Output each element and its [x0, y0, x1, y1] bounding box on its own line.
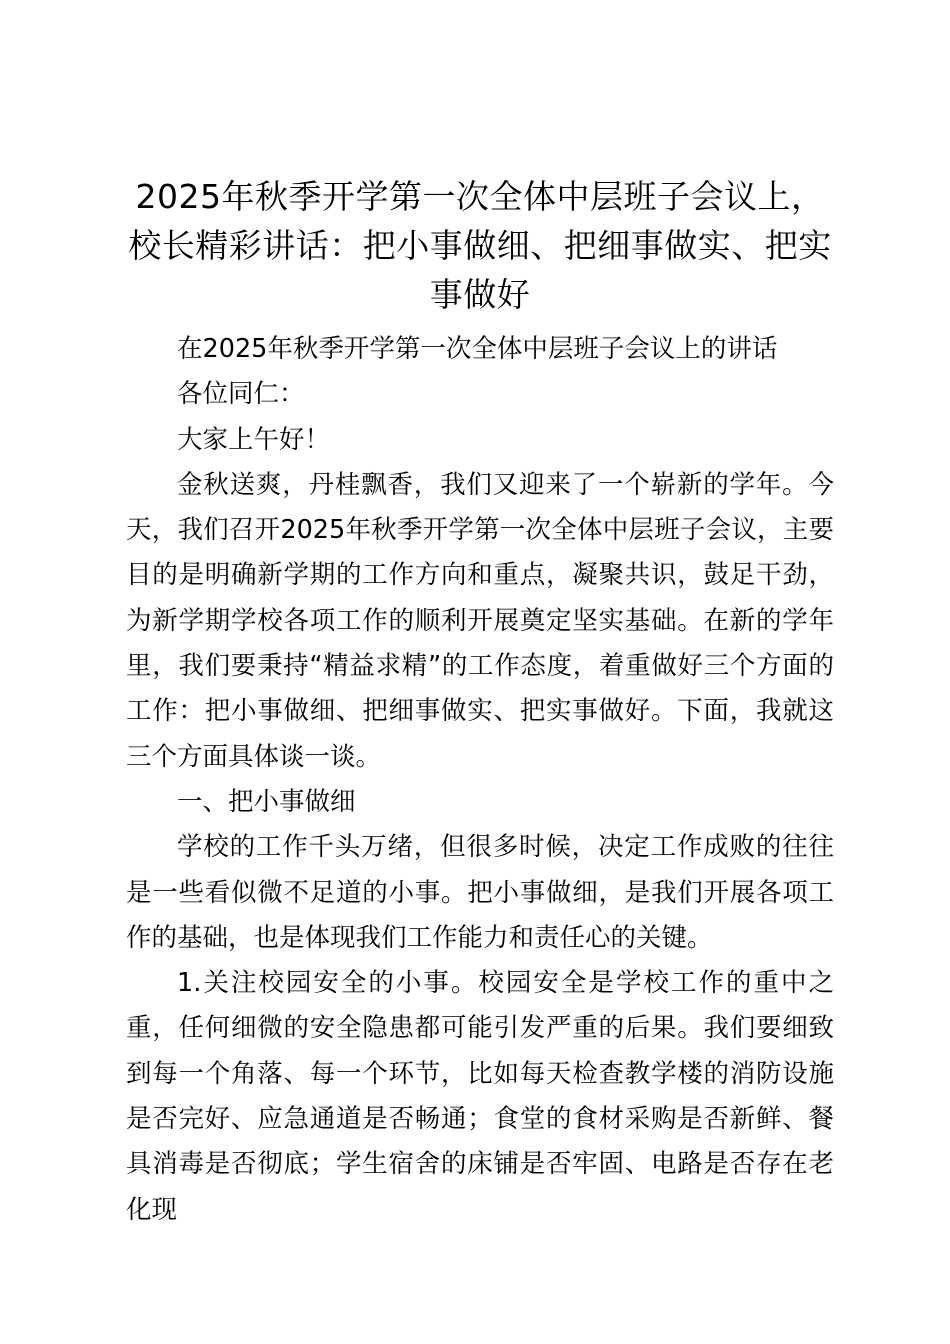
section-1-paragraph: 学校的工作千头万绪，但很多时候，决定工作成败的往往是一些看似微不足道的小事。把小事做细，是我们开展各项工作的基础，也是体现我们工作能力和责任心的关键。 — [126, 832, 834, 953]
salutation: 各位同仁： — [177, 379, 305, 410]
section-heading-1: 一、把小事做细 — [177, 786, 356, 817]
speech-heading: 在2025年秋季开学第一次全体中层班子会议上的讲话 — [177, 334, 778, 364]
document-title: 2025年秋季开学第一次全体中层班子会议上，校长精彩讲话：把小事做细、把细事做实、把实事做好 — [128, 177, 832, 314]
greeting: 大家上午好！ — [177, 424, 331, 455]
intro-paragraph: 金秋送爽，丹桂飘香，我们又迎来了一个崭新的学年。今天，我们召开2025年秋季开学第一次全体中层班子会议，主要目的是明确新学期的工作方向和重点，凝聚共识，鼓足干劲，为新学期学校各项工作的顺利开展奠定坚实基础。在新的学年里，我们要秉持“精益求精”的工作态度，着重做好三个方面的工作：把小事做细、把细事做实、把实事做好。下面，我就这三个方面具体谈一谈。 — [126, 469, 834, 772]
document-body — [126, 327, 834, 1233]
section-1-item-1: 1.关注校园安全的小事。校园安全是学校工作的重中之重，任何细微的安全隐患都可能引发严重的后果。我们要细致到每一个角落、每一个环节，比如每天检查教学楼的消防设施是否完好、应急通道是否畅通；食堂的食材采购是否新鲜、餐具消毒是否彻底；学生宿舍的床铺是否牢固、电路是否存在老化现 — [126, 968, 834, 1225]
